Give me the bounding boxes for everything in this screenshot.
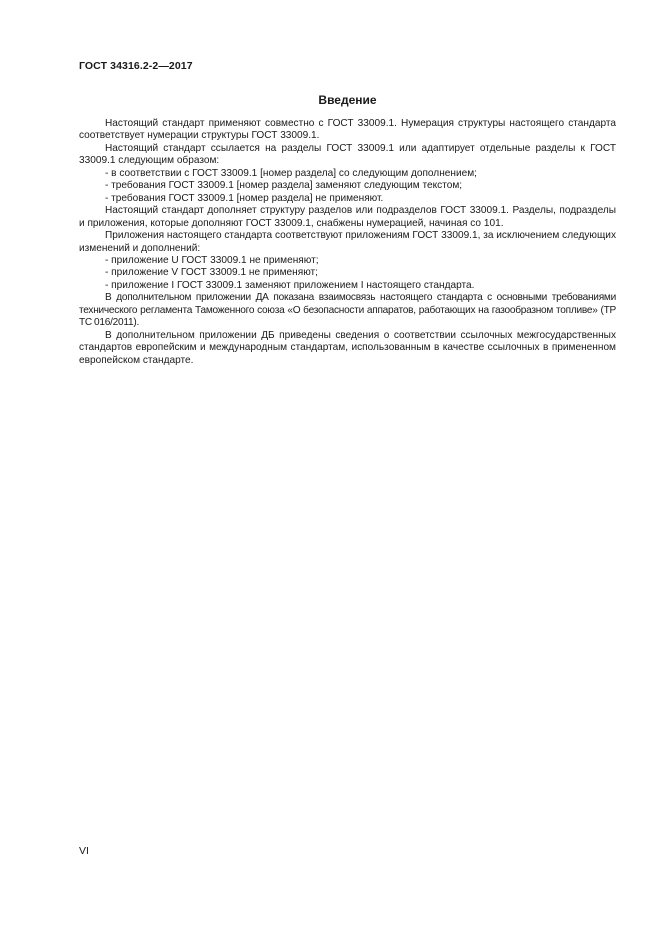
paragraph: Приложения настоящего стандарта соответствуют приложениям ГОСТ 33009.1, за исключением следующих изменений и дополнений: bbox=[79, 230, 616, 254]
list-item: - приложение V ГОСТ 33009.1 не применяют; bbox=[105, 267, 318, 279]
body-text bbox=[79, 118, 616, 367]
paragraph: В дополнительном приложении ДБ приведены сведения о соответствии ссылочных межгосударственных стандартов европейским и международным стандартам, использованным в качестве ссылочных в примененном европейском стандарте. bbox=[79, 329, 616, 366]
paragraph: В дополнительном приложении ДА показана взаимосвязь настоящего стандарта с основными требованиями технического регламента Таможенного союза «О безопасности аппаратов, работающих на газообразном топливе» (ТР ТС 016/2011). bbox=[79, 292, 616, 329]
list-item: - требования ГОСТ 33009.1 [номер раздела] заменяют следующим текстом; bbox=[105, 180, 463, 192]
list-item: - в соответствии с ГОСТ 33009.1 [номер раздела] со следующим дополнением; bbox=[105, 167, 477, 179]
paragraph: Настоящий стандарт ссылается на разделы ГОСТ 33009.1 или адаптирует отдельные разделы к ГОСТ 33009.1 следующим образом: bbox=[79, 142, 616, 167]
list-item: - приложение I ГОСТ 33009.1 заменяют приложением I настоящего стандарта. bbox=[105, 279, 475, 291]
document-header-id: ГОСТ 34316.2-2—2017 bbox=[79, 60, 193, 72]
paragraph: Настоящий стандарт применяют совместно с ГОСТ 33009.1. Нумерация структуры настоящего стандарта соответствует нумерации структуры ГОСТ 33009.1. bbox=[79, 118, 616, 142]
list-item: - приложение U ГОСТ 33009.1 не применяют; bbox=[105, 254, 319, 266]
list-item: - требования ГОСТ 33009.1 [номер раздела] не применяют. bbox=[105, 192, 384, 204]
page-number: VI bbox=[79, 845, 89, 857]
section-title: Введение bbox=[318, 93, 377, 107]
paragraph: Настоящий стандарт дополняет структуру разделов или подразделов ГОСТ 33009.1. Разделы, подразделы и приложения, которые дополняют ГОСТ 33009.1, снабжены нумерацией, начиная со 101. bbox=[79, 205, 616, 229]
